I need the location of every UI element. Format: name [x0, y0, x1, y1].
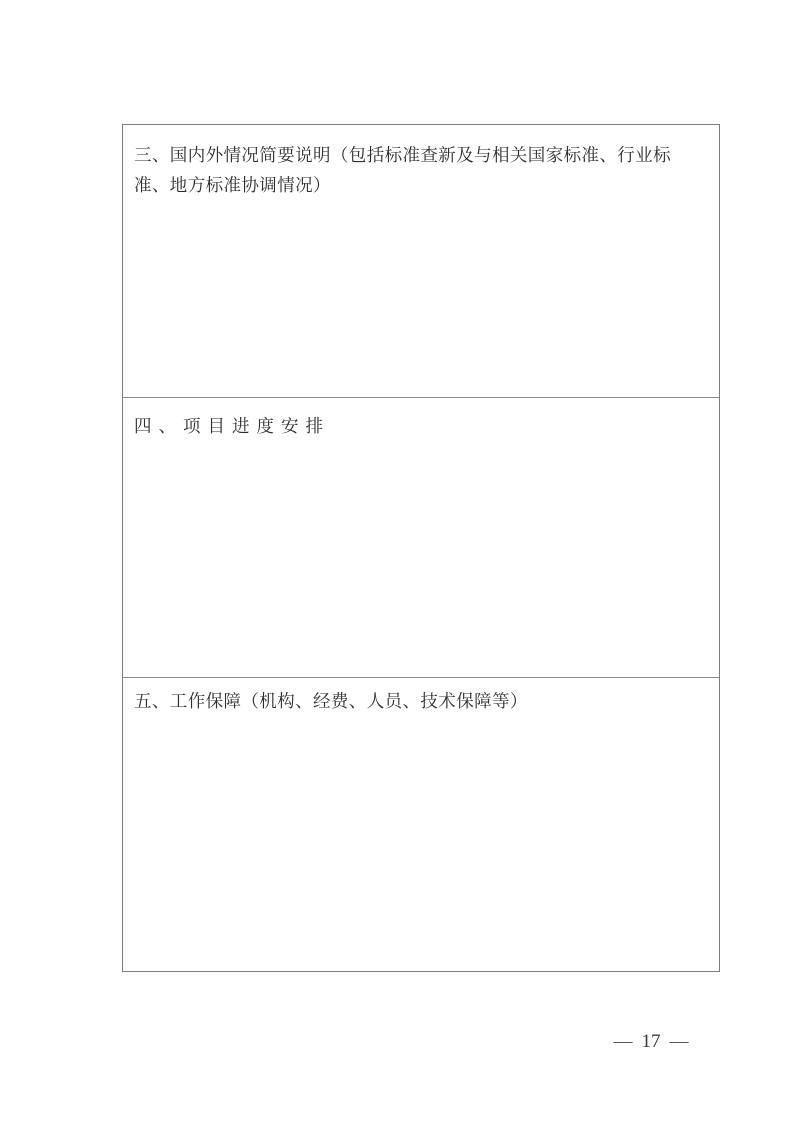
section-4-label: 四、项目进度安排: [134, 416, 330, 436]
form-table: [122, 124, 720, 972]
footer-right-dash: —: [669, 1031, 689, 1052]
section-5-label: 五、工作保障（机构、经费、人员、技术保障等）: [134, 691, 528, 711]
section-3-label: 三、国内外情况简要说明（包括标准查新及与相关国家标准、行业标准、地方标准协调情况）: [134, 145, 671, 195]
section-row-domestic-foreign-overview: [123, 125, 719, 397]
footer-left-dash: —: [613, 1031, 633, 1052]
section-row-work-guarantee: [123, 677, 719, 971]
page-footer: [605, 1031, 697, 1053]
page-number: 17: [641, 1031, 661, 1052]
section-row-project-schedule: [123, 397, 719, 677]
